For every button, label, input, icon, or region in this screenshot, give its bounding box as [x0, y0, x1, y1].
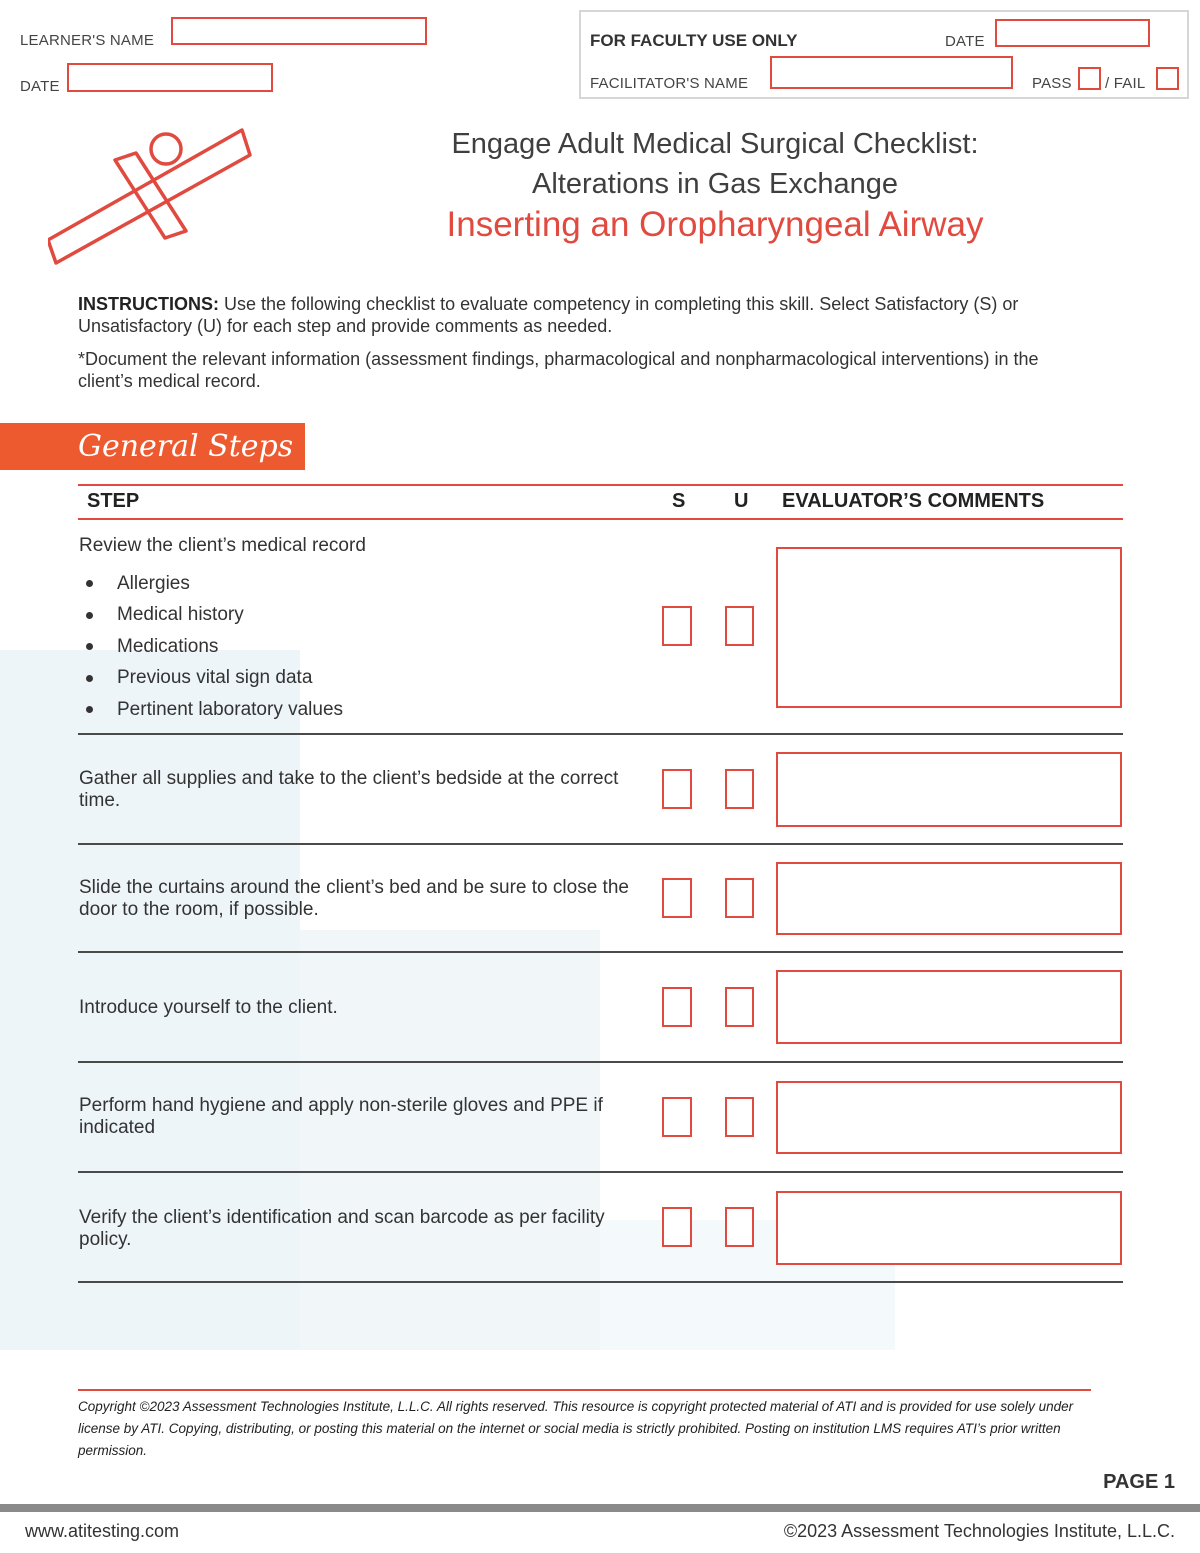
satisfactory-checkbox[interactable] — [662, 1097, 692, 1137]
satisfactory-checkbox[interactable] — [662, 606, 692, 646]
bullet — [86, 612, 93, 619]
unsatisfactory-checkbox[interactable] — [725, 1207, 754, 1247]
unsatisfactory-checkbox[interactable] — [725, 987, 754, 1027]
step-text: Verify the client’s identification and scan barcode as per facility policy. — [79, 1207, 605, 1250]
comments-field[interactable] — [776, 862, 1122, 935]
comments-field[interactable] — [776, 970, 1122, 1044]
list-item — [86, 694, 343, 726]
faculty-date-label: DATE — [945, 33, 985, 50]
facilitator-name-label: FACILITATOR'S NAME — [590, 75, 749, 92]
row-divider — [78, 1281, 1123, 1283]
step-text: Gather all supplies and take to the client’s bedside at the correct time. — [79, 768, 619, 811]
satisfactory-checkbox[interactable] — [662, 878, 692, 918]
list-item — [86, 631, 343, 663]
instructions-label: INSTRUCTIONS: — [78, 294, 219, 314]
comments-field[interactable] — [776, 547, 1122, 708]
pass-checkbox[interactable] — [1078, 67, 1101, 90]
faculty-title: FOR FACULTY USE ONLY — [590, 31, 798, 50]
documentation-note: *Document the relevant information (assessment findings, pharmacological and nonpharmacological interventions) in the client’s medical record. — [78, 349, 1039, 391]
unsatisfactory-checkbox[interactable] — [725, 878, 754, 918]
title-line-2: Alterations in Gas Exchange — [532, 168, 898, 200]
list-item-text: Allergies — [117, 572, 190, 594]
row-divider — [78, 843, 1123, 845]
row-divider — [78, 733, 1123, 735]
satisfactory-checkbox[interactable] — [662, 769, 692, 809]
bullet — [86, 706, 93, 713]
comments-field[interactable] — [776, 1191, 1122, 1265]
fail-label: / FAIL — [1105, 75, 1146, 92]
step-text: Perform hand hygiene and apply non-sterile gloves and PPE if indicated — [79, 1095, 603, 1138]
facilitator-name-field[interactable] — [770, 56, 1013, 89]
table-header-top-rule — [78, 484, 1123, 486]
date-label: DATE — [20, 78, 60, 95]
copyright-rule — [78, 1389, 1091, 1391]
step-text: Slide the curtains around the client’s bed and be sure to close the door to the room, if possible. — [79, 877, 629, 920]
list-item — [86, 663, 343, 695]
section-banner — [0, 423, 305, 470]
unsatisfactory-checkbox[interactable] — [725, 606, 754, 646]
instructions-text: Use the following checklist to evaluate competency in completing this skill. Select Satisfactory (S) or Unsatisfactory (U) for each step and provide comments as needed. — [78, 294, 1019, 336]
faculty-date-field[interactable] — [995, 19, 1150, 47]
list-item-text: Medications — [117, 635, 219, 657]
satisfactory-checkbox[interactable] — [662, 1207, 692, 1247]
list-item-text: Previous vital sign data — [117, 667, 313, 689]
step-text: Introduce yourself to the client. — [79, 997, 338, 1018]
comments-field[interactable] — [776, 1081, 1122, 1154]
row-divider — [78, 1171, 1123, 1173]
ati-figure-logo — [48, 125, 253, 270]
unsatisfactory-checkbox[interactable] — [725, 769, 754, 809]
background-panel — [300, 930, 600, 1350]
title-line-1: Engage Adult Medical Surgical Checklist: — [451, 128, 979, 160]
table-header-bottom-rule — [78, 518, 1123, 520]
bullet — [86, 643, 93, 650]
list-item — [86, 568, 343, 600]
website-link[interactable]: www.atitesting.com — [25, 1521, 180, 1541]
bullet — [86, 675, 93, 682]
satisfactory-checkbox[interactable] — [662, 987, 692, 1027]
pass-label: PASS — [1032, 75, 1072, 92]
date-field[interactable] — [67, 63, 273, 92]
column-header-step: STEP — [87, 490, 140, 512]
list-item-text: Medical history — [117, 604, 244, 626]
bullet — [86, 580, 93, 587]
comments-field[interactable] — [776, 752, 1122, 827]
column-header-comments: EVALUATOR’S COMMENTS — [782, 490, 1045, 512]
learner-name-label: LEARNER'S NAME — [20, 32, 155, 49]
instructions — [78, 293, 1078, 337]
column-header-s: S — [672, 490, 686, 512]
row-divider — [78, 1061, 1123, 1063]
section-title: General Steps — [78, 429, 294, 464]
company-copyright: ©2023 Assessment Technologies Institute, L.L.C. — [783, 1521, 1175, 1541]
page-number: PAGE 1 — [1103, 1471, 1175, 1493]
skill-title: Inserting an Oropharyngeal Airway — [446, 205, 984, 244]
list-item-text: Pertinent laboratory values — [117, 698, 344, 720]
unsatisfactory-checkbox[interactable] — [725, 1097, 754, 1137]
row-divider — [78, 951, 1123, 953]
footer-bar — [0, 1504, 1200, 1512]
column-header-u: U — [734, 490, 749, 512]
list-item — [86, 600, 343, 632]
step-sublist — [86, 568, 343, 726]
fail-checkbox[interactable] — [1156, 67, 1179, 90]
learner-name-field[interactable] — [171, 17, 427, 45]
step-text: Review the client’s medical record — [79, 535, 366, 556]
copyright-notice: Copyright ©2023 Assessment Technologies Institute, L.L.C. All rights reserved. This resource is copyright protected material of ATI and is provided for use solely under license by ATI. Copying, distributing, or posting this material on the internet or social media is strictly prohibited. Posting on institution LMS requires ATI’s prior written permission. — [78, 1399, 1074, 1458]
